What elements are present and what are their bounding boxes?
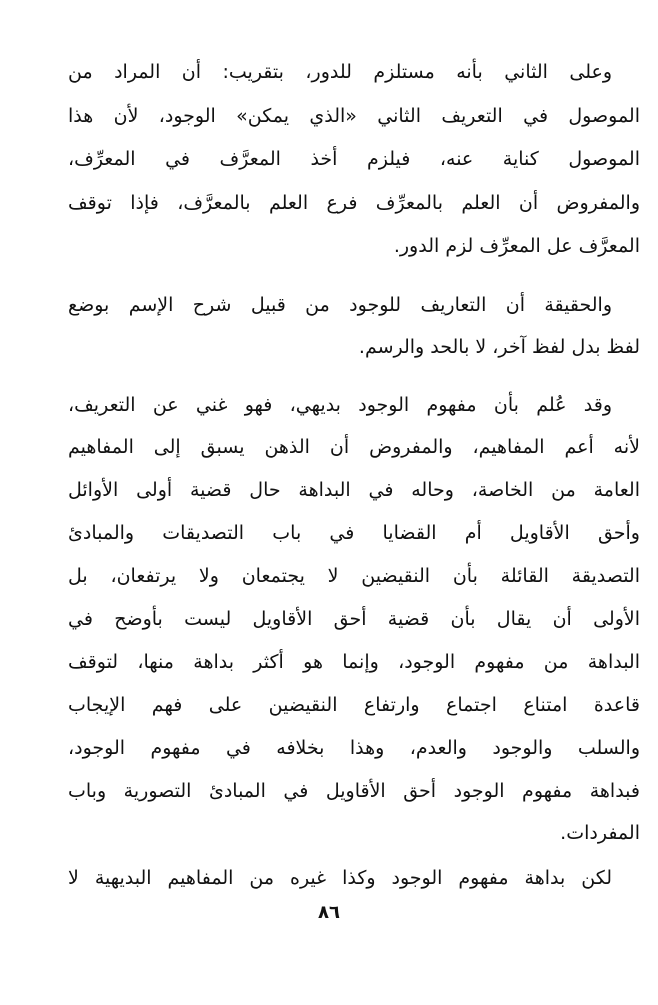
text-line: قاعدة امتناع اجتماع وارتفاع النقيضين على فهم الإيجاب [68, 694, 640, 716]
text-line: فبداهة مفهوم الوجود أحق الأقاويل في المبادئ التصورية وباب [68, 780, 640, 802]
text-line: المعرَّف عل المعرِّف لزم الدور. [393, 235, 640, 257]
text-line: لأنه أعم المفاهيم، والمفروض أن الذهن يسبق إلى المفاهيم [68, 436, 640, 458]
text-line: وعلى الثاني بأنه مستلزم للدور، بتقريب: أن المراد من [68, 61, 612, 83]
text-line: والمفروض أن العلم بالمعرِّف فرع العلم بالمعرَّف، فإذا توقف [68, 192, 640, 214]
page-number: ٨٦ [318, 902, 340, 923]
text-line: الموصول في التعريف الثاني «الذي يمكن» الوجود، لأن هذا [68, 105, 640, 127]
text-line: العامة من الخاصة، وحاله في البداهة حال قضية أولى الأوائل [68, 479, 640, 501]
text-line: الأولى أن يقال بأن قضية أحق الأقاويل ليست بأوضح في [68, 608, 640, 630]
text-line: وقد عُلم بأن مفهوم الوجود بديهي، فهو غني عن التعريف، [68, 394, 612, 416]
text-line: والحقيقة أن التعاريف للوجود من قبيل شرح الإسم بوضع [68, 294, 612, 316]
text-line: والسلب والوجود والعدم، وهذا بخلافه في مفهوم الوجود، [68, 737, 640, 759]
text-line: وأحق الأقاويل أم القضايا في باب التصديقات والمبادئ [68, 522, 640, 544]
text-line: لكن بداهة مفهوم الوجود وكذا غيره من المفاهيم البديهية لا [68, 867, 612, 889]
text-line: لفظ بدل لفظ آخر، لا بالحد والرسم. [358, 336, 640, 358]
text-line: البداهة من مفهوم الوجود، وإنما هو أكثر بداهة منها، لتوقف [68, 651, 640, 673]
text-line: التصديقة القائلة بأن النقيضين لا يجتمعان ولا يرتفعان، بل [68, 565, 640, 587]
text-line: المفردات. [560, 822, 640, 844]
text-line: الموصول كناية عنه، فيلزم أخذ المعرَّف في المعرِّف، [68, 148, 640, 170]
